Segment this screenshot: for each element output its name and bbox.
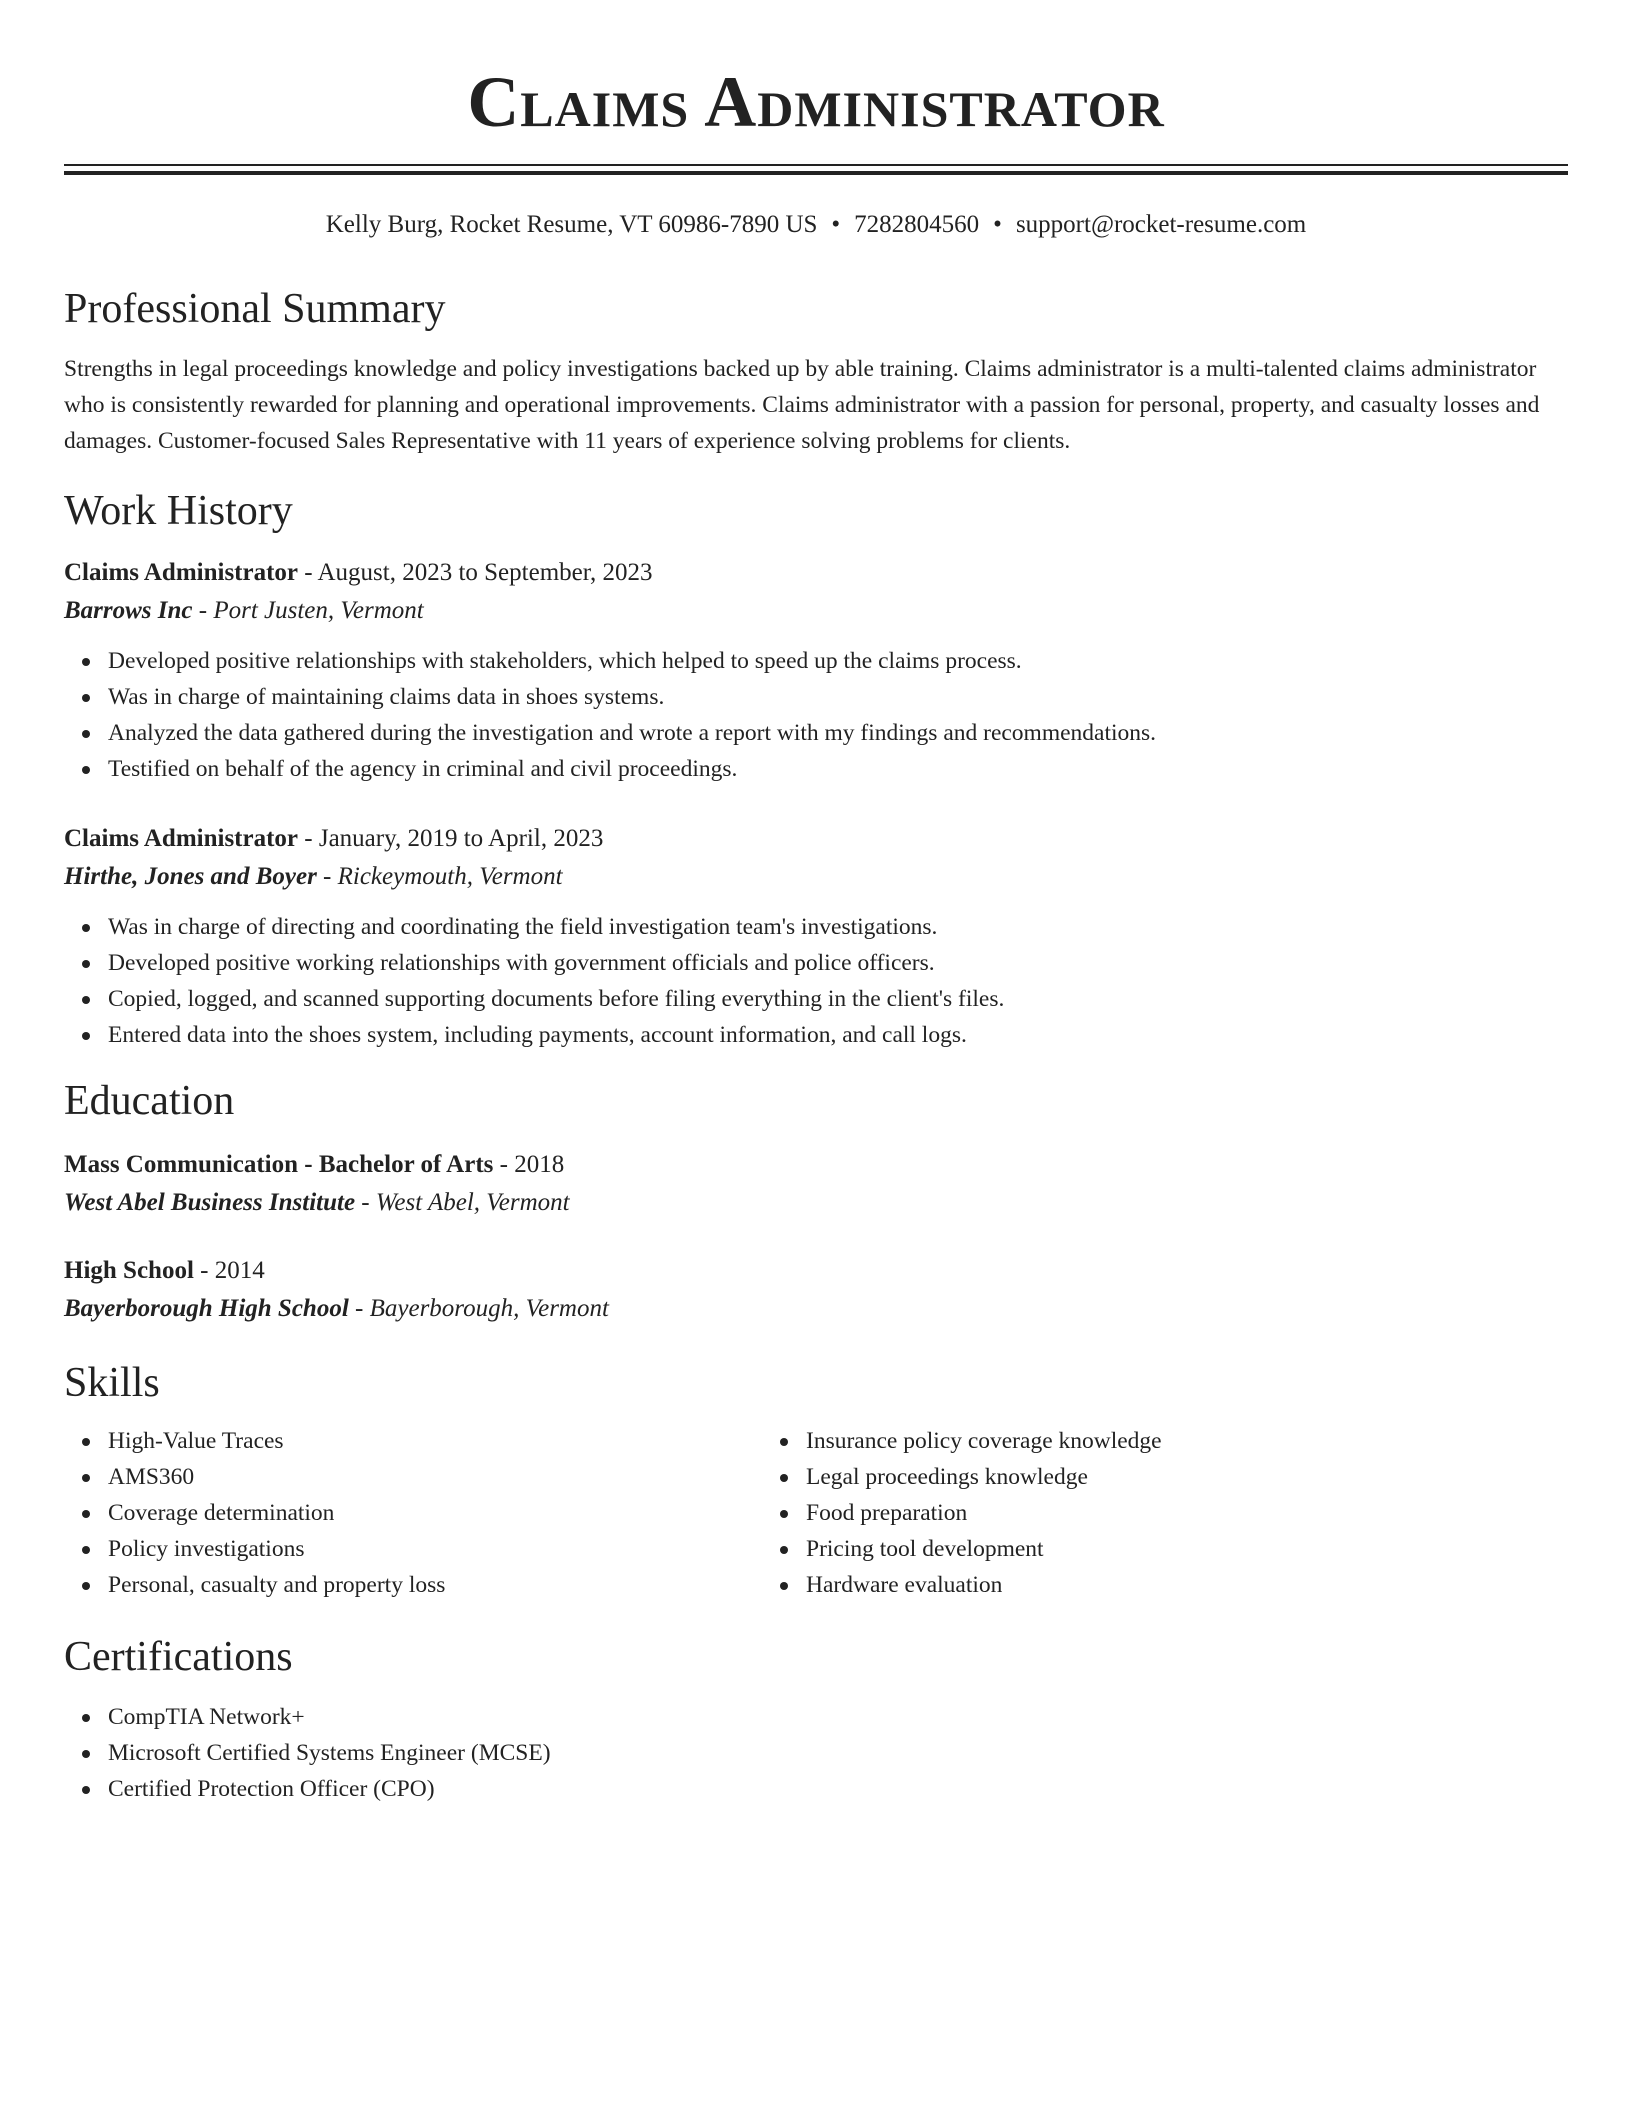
- job-location: - Port Justen, Vermont: [192, 597, 424, 624]
- job-role: Claims Administrator: [64, 825, 299, 852]
- education-year: - 2018: [493, 1151, 565, 1178]
- education-school: West Abel Business Institute: [64, 1189, 356, 1216]
- education-section: [64, 1075, 1568, 1329]
- skill-item: Personal, casualty and property loss: [108, 1567, 762, 1603]
- skills-list-left: [64, 1423, 762, 1603]
- education-location: - West Abel, Vermont: [355, 1189, 570, 1216]
- education-degree: High School: [64, 1257, 194, 1284]
- skill-item: High-Value Traces: [108, 1423, 762, 1459]
- education-school: Bayerborough High School: [64, 1295, 349, 1322]
- certifications-list: [64, 1699, 1568, 1807]
- education-school-line: [64, 1183, 1568, 1223]
- education-school-line: [64, 1289, 1568, 1329]
- skills-section: [64, 1357, 1568, 1603]
- contact-phone: 7282804560: [854, 211, 980, 238]
- job-duty-item: Testified on behalf of the agency in criminal and civil proceedings.: [108, 751, 1568, 787]
- education-heading: Education: [64, 1078, 235, 1124]
- job-duty-item: Was in charge of directing and coordinating the field investigation team's investigations.: [108, 909, 1568, 945]
- skills-heading: Skills: [64, 1360, 160, 1406]
- contact-address: Kelly Burg, Rocket Resume, VT 60986-7890 US: [325, 211, 818, 238]
- job-duty-item: Developed positive working relationships with government officials and police officers.: [108, 945, 1568, 981]
- job-entry: [64, 821, 1568, 1053]
- skill-item: Food preparation: [806, 1495, 1162, 1531]
- skill-item: Policy investigations: [108, 1531, 762, 1567]
- skill-item: AMS360: [108, 1459, 762, 1495]
- contact-line: [64, 209, 1568, 241]
- education-year: - 2014: [193, 1257, 265, 1284]
- work-history-section: [64, 485, 1568, 1053]
- skill-item: Hardware evaluation: [806, 1567, 1162, 1603]
- job-location: - Rickeymouth, Vermont: [316, 863, 563, 890]
- job-entry: [64, 555, 1568, 787]
- job-duty-item: Was in charge of maintaining claims data in shoes systems.: [108, 679, 1568, 715]
- job-company: Hirthe, Jones and Boyer: [64, 863, 317, 890]
- skill-item: Legal proceedings knowledge: [806, 1459, 1162, 1495]
- job-company-line: [64, 591, 1568, 631]
- education-entry: [64, 1147, 1568, 1223]
- certifications-heading: Certifications: [64, 1634, 293, 1680]
- skills-grid: [64, 1423, 1568, 1603]
- skill-item: Pricing tool development: [806, 1531, 1162, 1567]
- job-company-line: [64, 857, 1568, 897]
- job-duties-list: [64, 909, 1568, 1053]
- summary-text: Strengths in legal proceedings knowledge and policy investigations backed up by able training. Claims administrator is a multi-talented claims administrator who is consistently rewarded for planning and operational improvements. Claims administrator with a passion for personal, property, and casualty losses and damages. Customer-focused Sales Representative with 11 years of experience solving problems for clients.: [64, 356, 1540, 454]
- contact-separator: •: [831, 211, 841, 238]
- title-divider: [64, 164, 1568, 175]
- job-role: Claims Administrator: [64, 559, 299, 586]
- education-degree: Mass Communication - Bachelor of Arts: [64, 1151, 494, 1178]
- skill-item: Insurance policy coverage knowledge: [806, 1423, 1162, 1459]
- job-duty-item: Analyzed the data gathered during the investigation and wrote a report with my findings and recommendations.: [108, 715, 1568, 751]
- job-title-line: [64, 821, 1568, 857]
- summary-section: [64, 283, 1568, 459]
- job-duty-item: Entered data into the shoes system, including payments, account information, and call logs.: [108, 1017, 1568, 1053]
- job-company: Barrows Inc: [64, 597, 193, 624]
- education-location: - Bayerborough, Vermont: [348, 1295, 609, 1322]
- education-degree-line: [64, 1253, 1568, 1289]
- job-dates: - August, 2023 to September, 2023: [298, 559, 653, 586]
- job-dates: - January, 2019 to April, 2023: [298, 825, 604, 852]
- certifications-section: [64, 1631, 1568, 1807]
- certification-item: Certified Protection Officer (CPO): [108, 1771, 1568, 1807]
- job-title-line: [64, 555, 1568, 591]
- contact-separator: •: [993, 211, 1002, 238]
- certification-item: Microsoft Certified Systems Engineer (MCSE): [108, 1735, 1568, 1771]
- skills-list-right: [762, 1423, 1162, 1603]
- contact-email: support@rocket-resume.com: [1015, 211, 1307, 238]
- education-degree-line: [64, 1147, 1568, 1183]
- job-duties-list: [64, 643, 1568, 787]
- summary-heading: Professional Summary: [64, 286, 446, 332]
- job-duty-item: Developed positive relationships with stakeholders, which helped to speed up the claims process.: [108, 643, 1568, 679]
- resume-title: Claims Administrator: [467, 62, 1165, 142]
- skill-item: Coverage determination: [108, 1495, 762, 1531]
- certification-item: CompTIA Network+: [108, 1699, 1568, 1735]
- job-duty-item: Copied, logged, and scanned supporting documents before filing everything in the client's files.: [108, 981, 1568, 1017]
- work-history-heading: Work History: [64, 488, 293, 534]
- education-entry: [64, 1253, 1568, 1329]
